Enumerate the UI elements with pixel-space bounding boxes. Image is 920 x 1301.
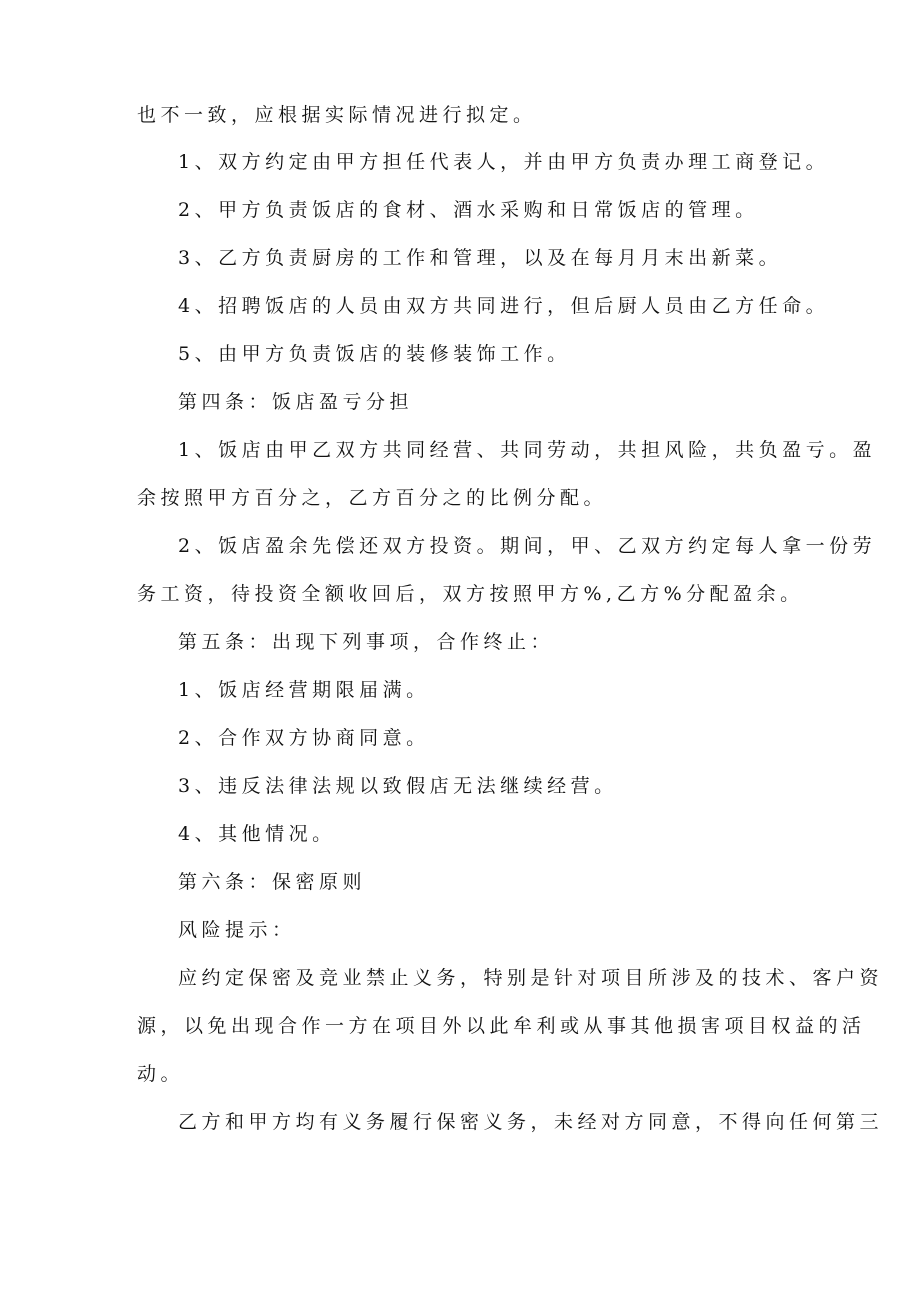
list-item-3: 3、违反法律法规以致假店无法继续经营。 — [178, 775, 618, 797]
paragraph-line: 务工资，待投资全额收回后，双方按照甲方%,乙方%分配盈余。 — [137, 583, 804, 605]
text-line-continuation: 也不一致，应根据实际情况进行拟定。 — [137, 104, 537, 126]
list-item-1: 1、饭店经营期限届满。 — [178, 679, 430, 701]
list-item-4: 4、招聘饭店的人员由双方共同进行，但后厨人员由乙方任命。 — [178, 295, 830, 317]
list-item-3: 3、乙方负责厨房的工作和管理，以及在每月月末出新菜。 — [178, 247, 783, 269]
risk-notice-label: 风险提示： — [178, 919, 296, 941]
list-item-2: 2、合作双方协商同意。 — [178, 727, 430, 749]
list-item-4: 4、其他情况。 — [178, 823, 336, 845]
list-item-1: 1、双方约定由甲方担任代表人，并由甲方负责办理工商登记。 — [178, 151, 830, 173]
paragraph-line: 余按照甲方百分之，乙方百分之的比例分配。 — [137, 487, 608, 509]
paragraph-line: 应约定保密及竞业禁止义务，特别是针对项目所涉及的技术、客户资 — [178, 967, 884, 989]
paragraph-line: 2、饭店盈余先偿还双方投资。期间，甲、乙双方约定每人拿一份劳 — [178, 535, 877, 557]
paragraph-line: 乙方和甲方均有义务履行保密义务，未经对方同意，不得向任何第三 — [178, 1111, 884, 1133]
paragraph-line: 动。 — [137, 1063, 185, 1085]
paragraph-line: 1、饭店由甲乙双方共同经营、共同劳动，共担风险，共负盈亏。盈 — [178, 439, 877, 461]
section-heading-article-4: 第四条：饭店盈亏分担 — [178, 391, 414, 413]
section-heading-article-5: 第五条：出现下列事项，合作终止： — [178, 631, 555, 653]
list-item-5: 5、由甲方负责饭店的装修装饰工作。 — [178, 343, 571, 365]
paragraph-line: 源，以免出现合作一方在项目外以此牟利或从事其他损害项目权益的活 — [137, 1015, 866, 1037]
section-heading-article-6: 第六条：保密原则 — [178, 871, 367, 893]
list-item-2: 2、甲方负责饭店的食材、酒水采购和日常饭店的管理。 — [178, 199, 759, 221]
